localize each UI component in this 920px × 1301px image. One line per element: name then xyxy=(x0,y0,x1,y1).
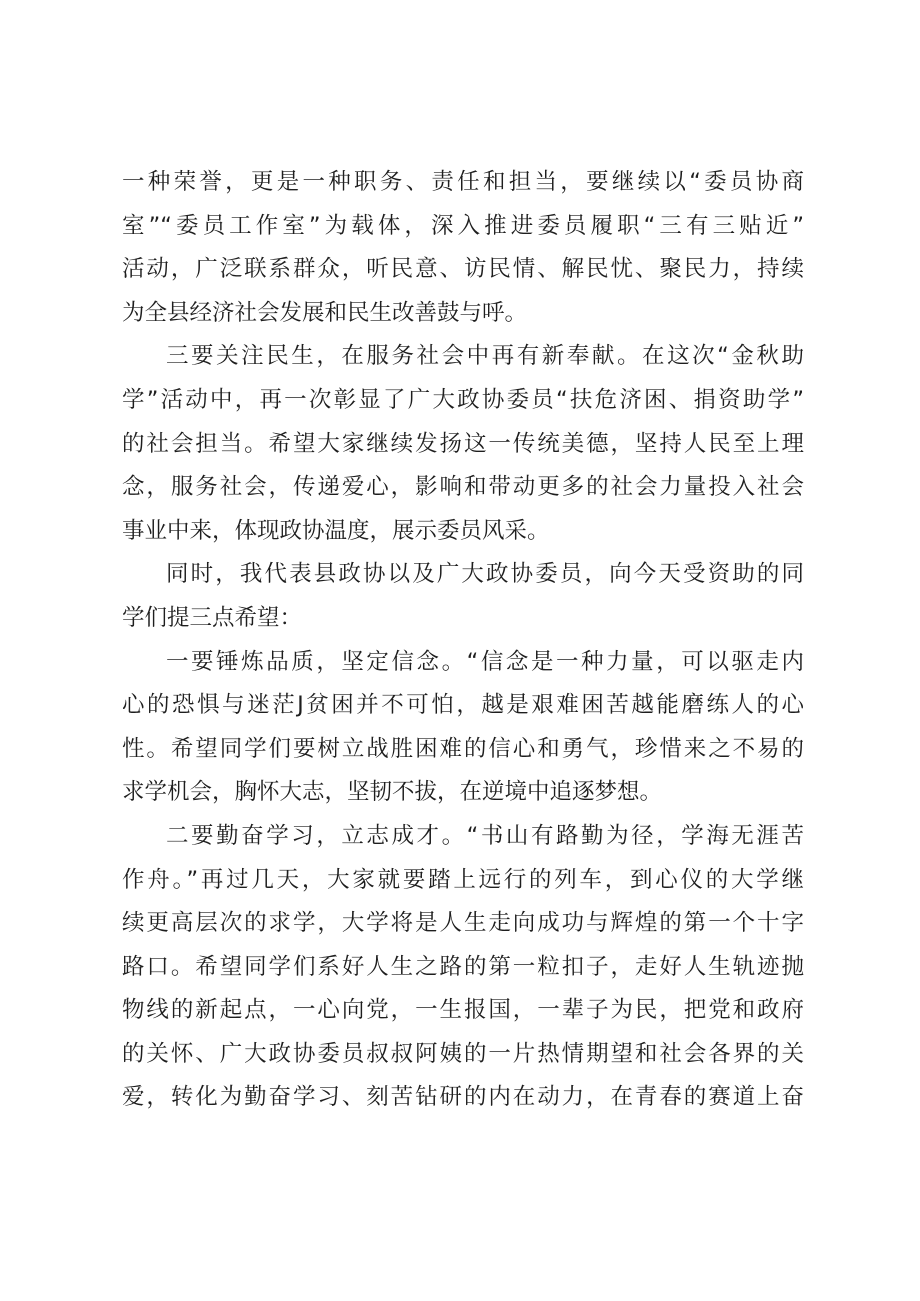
text-line: 的关怀、广大政协委员叔叔阿姨的一片热情期望和社会各界的关 xyxy=(122,1040,804,1067)
text-line: 三要关注民生，在服务社会中再有新奉献。在这次“金秋助 xyxy=(166,343,804,370)
text-line: 路口。希望同学们系好人生之路的第一粒扣子，走好人生轨迹抛 xyxy=(122,953,804,980)
text-line: 续更高层次的求学，大学将是人生走向成功与辉煌的第一个十字 xyxy=(122,910,804,937)
text-line: 学”活动中，再一次彰显了广大政协委员“扶危济困、捐资助学” xyxy=(122,386,804,413)
text-line: 事业中来，体现政协温度，展示委员风采。 xyxy=(122,517,550,544)
text-line: 学们提三点希望： xyxy=(122,604,303,631)
text-line: 一要锤炼品质，坚定信念。“信念是一种力量，可以驱走内 xyxy=(166,648,804,675)
text-line: 求学机会，胸怀大志，坚韧不拔，在逆境中追逐梦想。 xyxy=(122,779,663,806)
text-line: 作舟。”再过几天，大家就要踏上远行的列车，到心仪的大学继 xyxy=(122,866,804,893)
text-line: 的社会担当。希望大家继续发扬这一传统美德，坚持人民至上理 xyxy=(122,430,804,457)
text-line: 心的恐惧与迷茫J贫困并不可怕，越是艰难困苦越能磨练人的心 xyxy=(122,692,804,719)
text-line: 同时，我代表县政协以及广大政协委员，向今天受资助的同 xyxy=(166,561,804,588)
text-line: 念，服务社会，传递爱心，影响和带动更多的社会力量投入社会 xyxy=(122,474,804,501)
body-text xyxy=(122,161,804,1120)
text-line: 一种荣誉，更是一种职务、责任和担当，要继续以“委员协商 xyxy=(122,169,804,195)
text-line: 活动，广泛联系群众，听民意、访民情、解民忧、聚民力，持续 xyxy=(122,256,804,283)
text-line: 为全县经济社会发展和民生改善鼓与呼。 xyxy=(122,299,528,326)
text-line: 性。希望同学们要树立战胜困难的信心和勇气，珍惜来之不易的 xyxy=(122,735,804,762)
text-line: 爱，转化为勤奋学习、刻苦钻研的内在动力，在青春的赛道上奋 xyxy=(122,1084,804,1111)
text-line: 二要勤奋学习，立志成才。“书山有路勤为径，学海无涯苦 xyxy=(166,822,804,849)
text-line: 室”“委员工作室”为载体，深入推进委员履职“三有三贴近” xyxy=(122,212,804,239)
text-line: 物线的新起点，一心向党，一生报国，一辈子为民，把党和政府 xyxy=(122,997,804,1024)
